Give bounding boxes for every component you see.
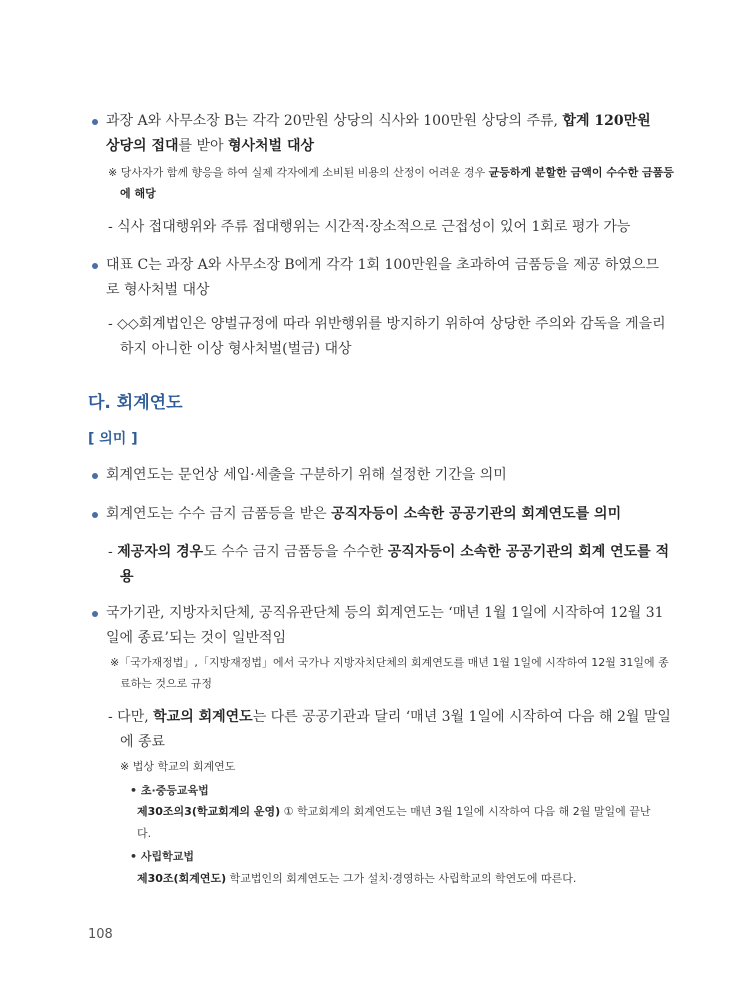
law-title-elementary: • 초·중등교육법 [130, 784, 209, 797]
note-school-year: ※ 법상 학교의 회계연도 [120, 760, 236, 773]
dash-item-provider-year: - 제공자의 경우도 수수 금지 금품등을 수수한 공직자등이 소속한 공공기관의 회계 연도를 적용 [108, 544, 670, 585]
law-title-private: • 사립학교법 [130, 850, 194, 863]
bullet-dot [92, 473, 98, 479]
note-split-amount: ※ 당사자가 함께 향응을 하여 실제 각자에게 소비된 비용의 산정이 어려운 경우 균등하게 분할한 금액이 수수한 금품등에 해당 [108, 166, 674, 200]
page-number: 108 [88, 927, 113, 942]
bullet-item-meaning: 회계연도는 문언상 세입·세출을 구분하기 위해 설정한 기간을 의미 [106, 463, 666, 488]
dash-item-school-year: - 다만, 학교의 회계연도는 다른 공공기관과 달리 ‘매년 3월 1일에 시작하여 다음 해 2월 말일에 종료 [108, 709, 671, 750]
note-finance-law: ※「국가재정법」,「지방재정법」에서 국가나 지방자치단체의 회계연도를 매년 1월 1일에 시작하여 12월 31일에 종료하는 것으로 규정 [110, 656, 669, 690]
bullet-dot [92, 611, 98, 617]
section-heading: 다. 회계연도 [88, 393, 183, 413]
sub-heading: [ 의미 ] [88, 431, 138, 447]
bullet-dot [92, 512, 98, 518]
dash-item-one-time: - 식사 접대행위와 주류 접대행위는 시간적·장소적으로 근접성이 있어 1회로 평가 가능 [108, 219, 631, 235]
bullet-item-general-year: 국가기관, 지방자치단체, 공직유관단체 등의 회계연도는 ‘매년 1월 1일에 시작하여 12월 31일에 종료’되는 것이 일반적임 [106, 601, 666, 651]
law-text-private: 제30조(회계연도) 학교법인의 회계연도는 그가 설치·경영하는 사립학교의 학연도에 따른다. [137, 872, 577, 885]
bullet-item-entertainment: 과장 A와 사무소장 B는 각각 20만원 상당의 식사와 100만원 상당의 주류, 합계 120만원 상당의 접대를 받아 형사처벌 대상 [106, 109, 666, 159]
bullet-dot [92, 119, 98, 125]
bullet-dot [92, 263, 98, 269]
dash-item-joint-penalty: - ◇◇회계법인은 양벌규정에 따라 위반행위를 방지하기 위하여 상당한 주의와 감독을 게을리하지 아니한 이상 형사처벌(벌금) 대상 [108, 316, 666, 357]
bullet-item-recipient-year: 회계연도는 수수 금지 금품등을 받은 공직자등이 소속한 공공기관의 회계연도를 의미 [106, 502, 666, 527]
bullet-item-provider-c: 대표 C는 과장 A와 사무소장 B에게 각각 1회 100만원을 초과하여 금품등을 제공 하였으므로 형사처벌 대상 [106, 253, 666, 303]
law-text-elementary: 제30조의3(학교회계의 운영) ① 학교회계의 회계연도는 매년 3월 1일에 시작하여 다음 해 2월 말일에 끝난다. [137, 805, 651, 840]
